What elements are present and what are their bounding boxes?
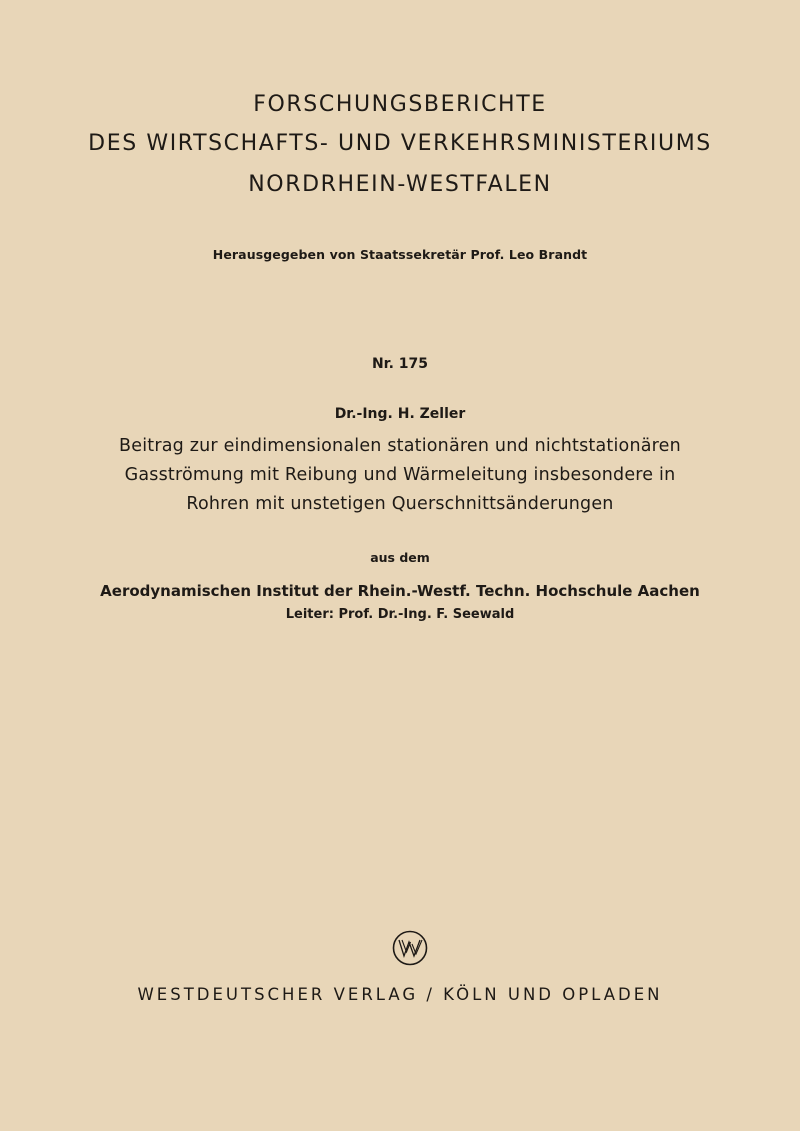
book-title-line-3: Rohren mit unstetigen Querschnittsänderungen (186, 494, 614, 514)
from-label: aus dem (370, 550, 430, 565)
author-name: Dr.-Ing. H. Zeller (334, 406, 466, 422)
series-title-line-1: FORSCHUNGSBERICHTE (253, 92, 547, 117)
series-title-line-3: NORDRHEIN-WESTFALEN (248, 172, 552, 197)
editor-credit: Herausgegeben von Staatssekretär Prof. Leo Brandt (212, 247, 588, 262)
publisher-imprint: WESTDEUTSCHER VERLAG / KÖLN UND OPLADEN (137, 985, 663, 1004)
book-title-line-2: Gasströmung mit Reibung und Wärmeleitung insbesondere in (124, 465, 676, 485)
book-title-line-1: Beitrag zur eindimensionalen stationären und nichtstationären (119, 436, 681, 456)
series-title-line-2: DES WIRTSCHAFTS- UND VERKEHRSMINISTERIUMS (88, 131, 712, 156)
institute-name: Aerodynamischen Institut der Rhein.-Westf. Techn. Hochschule Aachen (100, 582, 700, 600)
publisher-logo-icon (392, 930, 428, 966)
institute-director: Leiter: Prof. Dr.-Ing. F. Seewald (285, 607, 515, 622)
series-number: Nr. 175 (371, 356, 429, 372)
